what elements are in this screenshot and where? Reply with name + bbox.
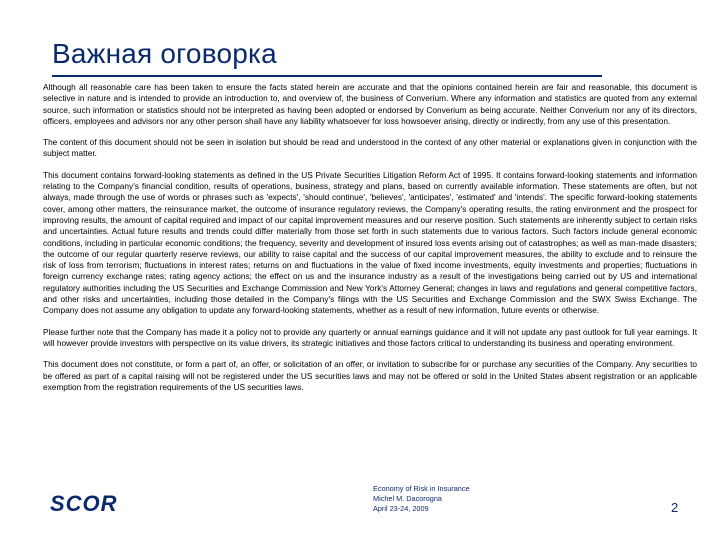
footer-author: Michel M. Dacorogna <box>373 494 442 503</box>
footer-date: April 23-24, 2009 <box>373 504 429 513</box>
footer-info <box>373 484 470 514</box>
page-number: 2 <box>671 500 679 515</box>
scor-logo <box>50 492 142 519</box>
disclaimer-paragraph: This document contains forward-looking statements as defined in the US Private Securities Litigation Reform Act of 1995. It contains forward-looking statements and information relating to the Company's financial condition, results of operations, business, strategy and plans, based on currently available information. These statements are often, but not always, made through the use of words or phrases such as 'expects', 'should continue', 'believes', 'anticipates', 'estimated' and 'intends'. The specific forward-looking statements cover, among other matters, the reinsurance market, the outcome of insurance regulatory reviews, the Company's operating results, the rating environment and the prospect for improving results, the amount of capital required and impact of our capital improvement measures and our reserve position. Such statements are inherently subject to certain risks and uncertainties. Actual future results and trends could differ materially from those set forth in such statements due to various factors. Such factors include general economic conditions, including in particular economic conditions; the frequency, severity and development of insured loss events arising out of catastrophes; as well as man-made disasters; the outcome of our regular quarterly reserve reviews, our ability to raise capital and the success of our capital improvement measures, the ability to exclude and to reinsure the risk of loss from terrorism; fluctuations in interest rates; returns on and fluctuations in the value of fixed income investments, equity investments and properties; fluctuations in foreign currency exchange rates; rating agency actions; the effect on us and the insurance industry as a result of the investigations being carried out by US and international regulatory authorities including the US Securities and Exchange Commission and New York's Attorney General; changes in laws and regulations and general competitive factors, and other risks and uncertainties, including those detailed in the Company's filings with the US Securities and Exchange Commission and the SWX Swiss Exchange. The Company does not assume any obligation to update any forward-looking statements, whether as a result of new information, future events or otherwise. <box>43 169 697 316</box>
scor-logo-text: SCOR <box>50 492 118 514</box>
scor-logo-mark <box>50 492 142 514</box>
disclaimer-paragraph: Although all reasonable care has been taken to ensure the facts stated herein are accurate and that the opinions contained herein are fair and reasonable, this document is selective in nature and is intended to provide an introduction to, and overview of, the business of Converium. Where any information and statistics are quoted from any external source, such information or statistics should not be interpreted as having been adopted or endorsed by Converium as being accurate. Neither Converium nor any of its directors, officers, employees and advisors nor any other person shall have any liability whatsoever for loss howsoever arising, directly or indirectly, from any use of this presentation. <box>43 82 697 126</box>
title-underline <box>52 75 602 77</box>
footer-event: Economy of Risk in Insurance <box>373 484 470 493</box>
disclaimer-body <box>43 82 697 403</box>
disclaimer-paragraph: This document does not constitute, or form a part of, an offer, or solicitation of an offer, or invitation to subscribe for or purchase any securities of the Company. Any securities to be offered as part of a capital raising will not be registered under the US securities laws and may not be offered or sold in the United States absent registration or an applicable exemption from the registration requirements of the US securities laws. <box>43 359 697 392</box>
disclaimer-paragraph: Please further note that the Company has made it a policy not to provide any quarterly or annual earnings guidance and it will not update any past outlook for full year earnings. It will however provide investors with perspective on its value drivers, its strategic initiatives and those factors critical to understanding its business and operating environment. <box>43 326 697 348</box>
disclaimer-paragraph: The content of this document should not be seen in isolation but should be read and understood in the context of any other material or explanations given in conjunction with the subject matter. <box>43 137 697 159</box>
page-title: Важная оговорка <box>52 38 277 69</box>
